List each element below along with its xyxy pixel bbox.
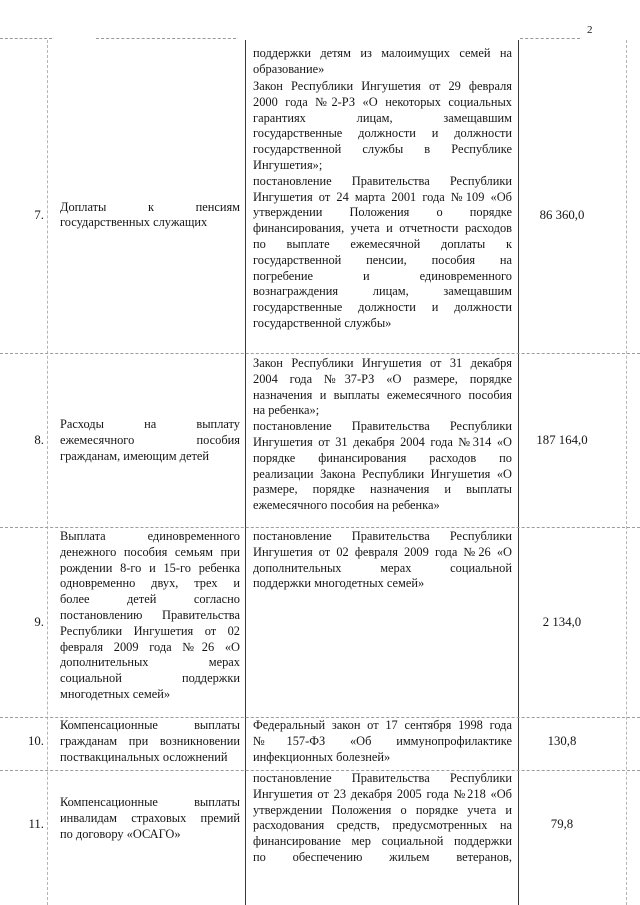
scan-artifact-dash [0, 38, 52, 39]
legal-basis-cell [253, 529, 512, 592]
name-line: инвалидам страховых премий [60, 810, 240, 825]
name-line: Республики Ингушетия от 02 [60, 623, 240, 638]
payment-name-cell [60, 200, 240, 232]
basis-line: Федеральный закон от 17 сентября 1998 года [253, 718, 512, 732]
name-line: многодетных семей» [60, 686, 171, 701]
basis-line: постановление Правительства Республики [253, 529, 512, 543]
table-column-rule [518, 40, 519, 905]
table-column-rule [47, 40, 48, 905]
basis-line: по обеспечению жильем ветеранов, [253, 849, 512, 864]
basis-line: 2004 года №37-РЗ «О размере, порядке [253, 371, 512, 386]
table-row-rule [0, 527, 640, 528]
basis-line: по выплате ежемесячной доплаты к [253, 236, 512, 251]
row-number: 11. [28, 817, 44, 831]
basis-line: постановление Правительства Республики [253, 419, 512, 434]
basis-line: Ингушетия от 02 февраля 2009 года №26 «О [253, 544, 512, 559]
legal-basis-cell [253, 79, 512, 332]
name-line: по договору «ОСАГО» [60, 826, 181, 841]
scan-artifact-dash [96, 38, 236, 39]
name-line: гражданам при возникновении [60, 733, 240, 748]
name-line: одновременно двух, трех и [60, 576, 240, 591]
name-line: ежемесячного пособия [60, 433, 240, 448]
basis-line: инфекционных болезней» [253, 749, 391, 764]
basis-line: утверждении Положения о порядке учета и [253, 802, 512, 817]
scan-artifact-dash [520, 38, 580, 39]
name-line: февраля 2009 года №26 «О [60, 639, 240, 654]
basis-line: государственной пенсии, пособия на [253, 252, 512, 267]
legal-basis-cell [253, 771, 512, 866]
basis-line: поддержки детям из малоимущих семей на [253, 46, 512, 60]
basis-line: №157-ФЗ «Об иммунопрофилактике [253, 733, 512, 748]
name-line: социальной поддержки [60, 671, 240, 686]
basis-line: порядке финансирования расходов по [253, 450, 512, 465]
basis-line: размере, порядке назначения и выплаты [253, 482, 512, 497]
basis-line: ежемесячного пособия на ребенка» [253, 498, 440, 513]
name-line: денежного пособия семьям при [60, 544, 240, 559]
row-number: 7. [34, 207, 44, 222]
name-line: дополнительных мерах [60, 655, 240, 670]
amount-cell: 2 134,0 [542, 614, 582, 629]
name-line: Компенсационные выплаты [60, 795, 240, 809]
payment-name-cell [60, 529, 240, 703]
name-line: государственных служащих [60, 215, 208, 230]
payment-name-cell [60, 718, 240, 765]
amount-cell: 79,8 [550, 817, 574, 831]
row-number: 9. [34, 614, 44, 629]
basis-line: образование» [253, 61, 325, 76]
basis-line: государственные должности и должности [253, 300, 512, 315]
name-line: Доплаты к пенсиям [60, 199, 240, 214]
basis-line: Ингушетия от 31 декабря 2004 года №314 «О [253, 434, 512, 449]
legal-basis-cell [253, 46, 512, 78]
basis-line: вознаграждения лицам, замещавшим [253, 284, 512, 299]
basis-line: дополнительных мерах социальной [253, 560, 512, 575]
basis-line: расходования средств, предусмотренных на [253, 818, 512, 833]
name-line: гражданам, имеющим детей [60, 448, 209, 463]
amount-cell: 86 360,0 [539, 207, 585, 222]
legal-basis-cell [253, 718, 512, 765]
basis-line: государственной службы в Республике [253, 142, 512, 157]
amount-cell: 130,8 [547, 734, 577, 748]
name-line: постановлению Правительства [60, 607, 240, 622]
basis-line: финансирование мер социальной поддержки [253, 834, 512, 849]
basis-line: 2000 года №2-РЗ «О некоторых социальных [253, 94, 512, 109]
name-line: более детей согласно [60, 592, 240, 607]
basis-line: Ингушетия»; [253, 157, 323, 172]
table-row-rule [0, 353, 640, 354]
basis-line: государственные должности и должности [253, 126, 512, 141]
payment-name-cell [60, 795, 240, 842]
basis-line: Закон Республики Ингушетия от 29 февраля [253, 79, 512, 93]
basis-line: утверждении Положения о порядке [253, 205, 512, 220]
basis-line: государственной службы» [253, 315, 392, 330]
basis-line: Ингушетия от 23 декабря 2005 года №218 «Об [253, 786, 512, 801]
basis-line: постановление Правительства Республики [253, 173, 512, 188]
basis-line: назначения и выплаты ежемесячного пособия [253, 387, 512, 402]
row-number: 8. [34, 433, 44, 447]
basis-line: финансирования, учета и отчетности расходов [253, 221, 512, 236]
name-line: Расходы на выплату [60, 417, 240, 432]
name-line: Выплата единовременного [60, 529, 240, 543]
legal-basis-cell [253, 356, 512, 514]
basis-line: погребение и единовременного [253, 268, 512, 283]
basis-line: Закон Республики Ингушетия от 31 декабря [253, 356, 512, 370]
name-line: Компенсационные выплаты [60, 718, 240, 732]
table-column-rule [245, 40, 246, 905]
basis-line: гарантиях лицам, замещавшим [253, 110, 512, 125]
basis-line: поддержки многодетных семей» [253, 576, 425, 591]
basis-line: реализации Закона Республики Ингушетия «О [253, 466, 512, 481]
basis-line: на ребенка»; [253, 403, 320, 418]
payment-name-cell [60, 417, 240, 464]
basis-line: Ингушетия от 24 марта 2001 года №109 «Об [253, 189, 512, 204]
name-line: поствакцинальных осложнений [60, 749, 228, 764]
page-number: 2 [587, 24, 593, 36]
name-line: рождении 8-го и 15-го ребенка [60, 560, 240, 575]
amount-cell: 187 164,0 [536, 433, 588, 447]
basis-line: постановление Правительства Республики [253, 771, 512, 785]
table-column-rule [626, 40, 627, 905]
row-number: 10. [28, 734, 44, 748]
